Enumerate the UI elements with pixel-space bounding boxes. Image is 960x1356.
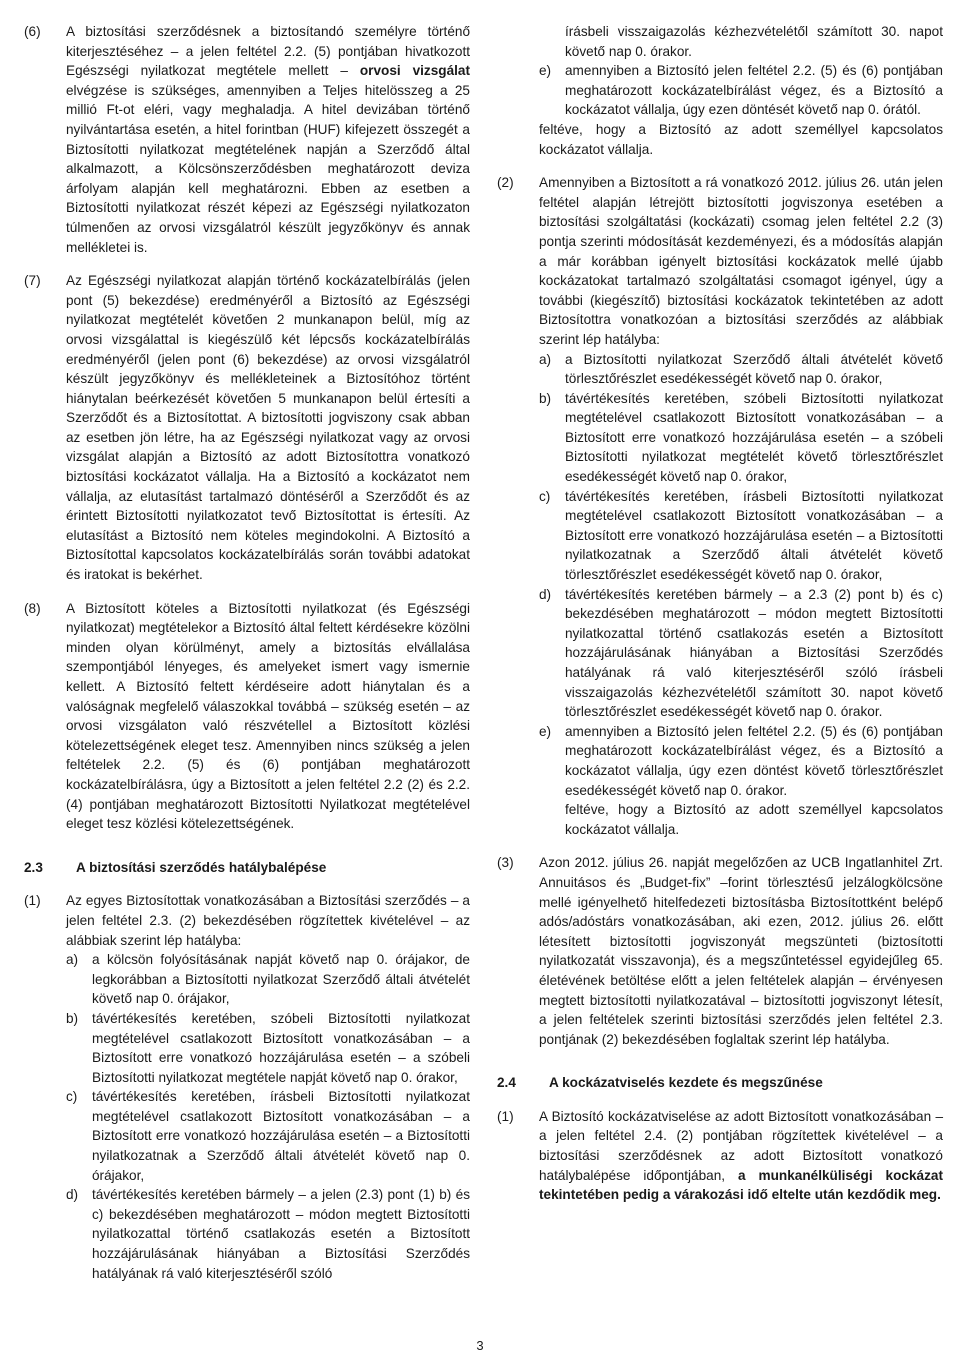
list-item (539, 389, 943, 487)
item-text: amennyiben a Biztosító jelen feltétel 2.2. (5) és (6) pontjában meghatározott kockázatelbírálást végez, és a Biztosító a kockázatot vállalja, úgy ezen döntést követő törlesztőrészlet esedékességét követő nap 0. órakor. (565, 723, 943, 798)
right-column (497, 22, 943, 1219)
para-number: (7) (24, 273, 41, 289)
condition-text: feltéve, hogy a Biztosító az adott személlyel kapcsolatos kockázatot vállalja. (539, 121, 943, 157)
list-item (66, 1009, 470, 1087)
item-text: írásbeli visszaigazolás kézhezvételétől számított 30. napot követő nap 0. órakor. (565, 24, 943, 59)
para-number: (3) (497, 855, 514, 871)
list-item (66, 1087, 470, 1185)
para-text: A Biztosított köteles a Biztosítotti nyilatkozat (és Egészségi nyilatkozat) megtételekor a Biztosító által feltett kérdésekre közölni minden olyan körülményt, amely a biztosítás elvállalása szempontjából lényeges, és amelyeket ismert vagy ismernie kellett. A Biztosító feltett kérdéseire adott hiánytalan és a valóságnak megfelelő válaszokkal továbbá – szükség esetén – az orvosi vizsgálaton való részvétellel a Biztosított közlési kötelezettségének eleget tesz. Amennyiben nincs szükség a jelen feltételek 2.2. (5) és (6) pontjában meghatározott kockázatelbírálásra, úgy a Biztosított a jelen feltétel 2.2 (2) és 2.2. (4) pontjában meghatározott Biztosítotti Nyilatkozat megtételével eleget tesz közlési kötelezettségének. (66, 600, 470, 832)
item-marker: c) (539, 488, 551, 504)
section-2-4-para-1 (497, 1107, 943, 1205)
section-number: 2.3 (24, 859, 43, 875)
section-2-3-para-1 (24, 891, 470, 1283)
item-marker: a) (66, 952, 79, 968)
para-number: (2) (497, 175, 514, 191)
para-text-part: A Biztosító kockázatviselése az adott Biztosított vonatkozásában – a jelen feltétel 2.4. (2) pontjában rögzítettek kivételével – a biztosítási szerződésnek az adott Biztosított vonatkozó hatálybalépése időpontjában, (539, 1108, 943, 1183)
item-marker: c) (66, 1089, 78, 1105)
item-list (539, 350, 943, 801)
item-marker: a) (539, 351, 552, 367)
item-text: távértékesítés keretében, szóbeli Biztosítotti nyilatkozat megtételével csatlakozott Biztosított vonatkozásában – a Biztosított erre vonatkozó hozzájárulása esetén – a szóbeli Biztosítotti nyilatkozat megtétele napját követő nap 0. órakor, (92, 1010, 470, 1085)
section-2-2-para-7 (24, 271, 470, 585)
item-text: távértékesítés keretében bármely – a 2.3 (2) pont b) és c) bekezdésében meghatározott – módon megtett Biztosítotti nyilatkozattal történő csatlakozás esetén a Biztosított hozzájárulásának hiányában a Biztosítási Szerződés hatályának rá való kiterjesztéséről szóló írásbeli visszaigazolás kézhezvételétől számított 30. napot követő törlesztőrészlet esedékességét követő nap 0. órakor. (565, 586, 943, 720)
para-text (539, 1107, 943, 1205)
para-text: Az egyes Biztosítottak vonatkozásában a Biztosítási szerződés – a jelen feltétel 2.3. (2) bekezdésében rögzítettek kivételével – az alábbiak szerint lép hatályba: (66, 893, 470, 948)
list-item (539, 61, 943, 120)
item-marker: e) (539, 723, 552, 739)
para-number: (8) (24, 600, 41, 616)
section-heading-2-4 (497, 1073, 943, 1093)
para-text: Amennyiben a Biztosított a rá vonatkozó 2012. július 26. után jelen feltétel alapján létrejött biztosítotti jogviszonya esetében a biztosítási szolgáltatási (kockázati) csomag jelen feltétel 2.2 (3) pontja szerinti módosítását kezdeményezi, és a módosítás alapján a már korábban igényelt biztosítási kockázatok mellé újabb kockázatokat tartalmazó szolgáltatási csomagot igényel, úgy a további (kiegészítő) biztosítási kockázatok tekintetében az adott Biztosítottra vonatkozóan a biztosítási szerződés az alábbiak szerint lép hatályba: (539, 175, 943, 347)
section-2-3-para-3 (497, 853, 943, 1049)
item-marker: d) (539, 586, 552, 602)
section-heading-2-3 (24, 858, 470, 878)
para-text-part: elvégzése is szükséges, amennyiben a Teljes hitelösszeg a 25 millió Ft-ot eléri, vagy meghaladja. A hitel devizában történő nyilvántartása esetén, a hitel forintban (HUF) kifejezett összegét a Biztosítotti nyilatkozat megtételének napján a Szerződő által alkalmazott, a Kölcsönszerződésben meghatározott deviza árfolyam alapján kell meghatározni. Ebben az esetben a Biztosítotti nyilatkozat részét képezi az Egészségi nyilatkozaton túlmenően az orvosi vizsgálatról készült jegyzőkönyv és annak mellékletei is. (66, 82, 470, 255)
item-text: a Biztosítotti nyilatkozat Szerződő általi átvételét követő törlesztőrészlet esedékességét követő nap 0. órakor, (565, 351, 943, 387)
item-list (66, 950, 470, 1283)
para-number: (1) (24, 893, 41, 909)
section-2-2-para-6 (24, 22, 470, 257)
list-item (66, 1185, 470, 1283)
continued-list (497, 22, 943, 159)
item-text: távértékesítés keretében, írásbeli Biztosítotti nyilatkozat megtételével csatlakozott Biztosított vonatkozásában – a Biztosított erre vonatkozó hozzájárulása esetén – a Biztosítotti nyilatkozatnak a Szerződő általi átvételét követő nap 0. órájakor, (92, 1089, 470, 1183)
list-item-continued (539, 22, 943, 61)
para-bold-text: a munkanélküliségi kockázat tekintetében pedig a várakozási idő eltelte után kezdődik meg. (539, 1167, 943, 1203)
list-item (539, 487, 943, 585)
condition-text: feltéve, hogy a Biztosító az adott személlyel kapcsolatos kockázatot vállalja. (565, 802, 943, 837)
item-list (539, 22, 943, 120)
item-text: a kölcsön folyósításának napját követő nap 0. órájakor, de legkorábban a Biztosítotti nyilatkozat Szerződő általi átvételét követő nap 0. órájakor, (92, 952, 470, 1007)
list-item (539, 350, 943, 389)
section-2-2-para-8 (24, 599, 470, 834)
item-marker: b) (539, 390, 552, 406)
item-marker: b) (66, 1010, 79, 1026)
section-number: 2.4 (497, 1075, 516, 1091)
para-text (66, 22, 470, 257)
para-number: (6) (24, 24, 41, 39)
item-text: távértékesítés keretében, írásbeli Biztosítotti nyilatkozat megtételével csatlakozott Biztosított vonatkozásában – a Biztosított erre vonatkozó hozzájárulása esetén – a Biztosítotti nyilatkozatnak a Szerződő általi átvételét követő törlesztőrészlet esedékességét követő nap 0. órakor, (565, 488, 943, 583)
item-text: távértékesítés keretében, szóbeli Biztosítotti nyilatkozat megtételével csatlakozott Biztosított vonatkozásában – a Biztosított erre vonatkozó hozzájárulása esetén – a szóbeli Biztosítotti nyilatkozat megtételét követő törlesztőrészlet esedékességét követő nap 0. órakor, (565, 390, 943, 485)
item-marker: d) (66, 1187, 79, 1203)
page-number: 3 (476, 1338, 484, 1353)
para-text-part: A biztosítási szerződésnek a biztosítandó személyre történő kiterjesztéséhez – a jelen feltétel 2.2. (5) pontjában hivatkozott Egészségi nyilatkozat megtétele mellett – (66, 24, 470, 79)
list-item (66, 950, 470, 1009)
para-number: (1) (497, 1108, 514, 1124)
item-text: távértékesítés keretében bármely – a jelen (2.3) pont (1) b) és c) bekezdésében meghatározott – módon megtett Biztosítotti nyilatkozattal történő csatlakozás esetén a Biztosított hozzájárulásának hiányában a Biztosítási Szerződés hatályának rá való kiterjesztéséről szóló (92, 1187, 470, 1281)
list-item (539, 585, 943, 722)
section-title: A kockázatviselés kezdete és megszűnése (549, 1075, 823, 1091)
para-text: Az Egészségi nyilatkozat alapján történő kockázatelbírálás (jelen pont (5) bekezdése) eredményéről a Biztosító az Egészségi nyilatkozat megtételét követően 2 munkanapon belül, míg az orvosi vizsgálattal is kiegészülő két lépcsős kockázatelbírálás eredményéről (jelen pont (6) bekezdése) az orvosi vizsgálatról készült jegyzőkönyv és mellékleteinek a Biztosítóhoz történt hiánytalan beérkezését követően 5 munkanapon belül értesíti a Szerződőt és a Biztosítottat. A biztosítotti jogviszony csak abban az esetben jön létre, ha az Egészségi nyilatkozat vagy az orvosi vizsgálat alapján a Biztosító az adott Biztosítottra vonatkozó biztosítási kockázatot vállalja. Ha a Biztosító a kockázatot nem vállalja, az elutasítást tartalmazó döntéséről a Szerződőt és az érintett Biztosítotti nyilatkozatot tevő Biztosítottat is értesíti. Az elutasítást a Biztosító nem köteles megindokolni. A Biztosító a Biztosítottal kapcsolatos kockázatelbírálás során további adatokat és iratokat is bekérhet. (66, 273, 470, 583)
section-title: A biztosítási szerződés hatálybalépése (76, 859, 327, 875)
item-marker: e) (539, 63, 552, 79)
item-text: amennyiben a Biztosító jelen feltétel 2.2. (5) és (6) pontjában meghatározott kockázatelbírálást végez, és a Biztosító a kockázatot vállalja, úgy ezen döntését követő nap 0. órától. (565, 63, 943, 118)
para-text: Azon 2012. július 26. napját megelőzően az UCB Ingatlanhitel Zrt. Annuitásos és „Budget-fix” –forint törlesztésű jelzálogkölcsöne mellé igényelhető hitelfedezeti biztosításba Biztosítottként belépő adós/adóstárs vonatkozásában, aki ezen, 2012. július 26. előtt létesített biztosítotti jogviszonyát megszünteti (biztosítotti nyilatkozatát visszavonja), és a megszűntetéssel egyidejűleg 65. életévének betöltése előtt a jelen feltételek alapján – érvényesen megtett biztosítotti nyilatkozatával – biztosítotti jogviszonyt létesít, a jelen feltételek szerinti biztosítási szerződés jelen feltétel 2.3. pontjának (2) bekezdésében foglaltak szerint lép hatályba. (539, 855, 943, 1047)
list-item (539, 722, 943, 800)
para-bold-text: orvosi vizsgálat (359, 63, 470, 79)
section-2-3-para-2 (497, 173, 943, 839)
left-column (24, 22, 470, 1297)
